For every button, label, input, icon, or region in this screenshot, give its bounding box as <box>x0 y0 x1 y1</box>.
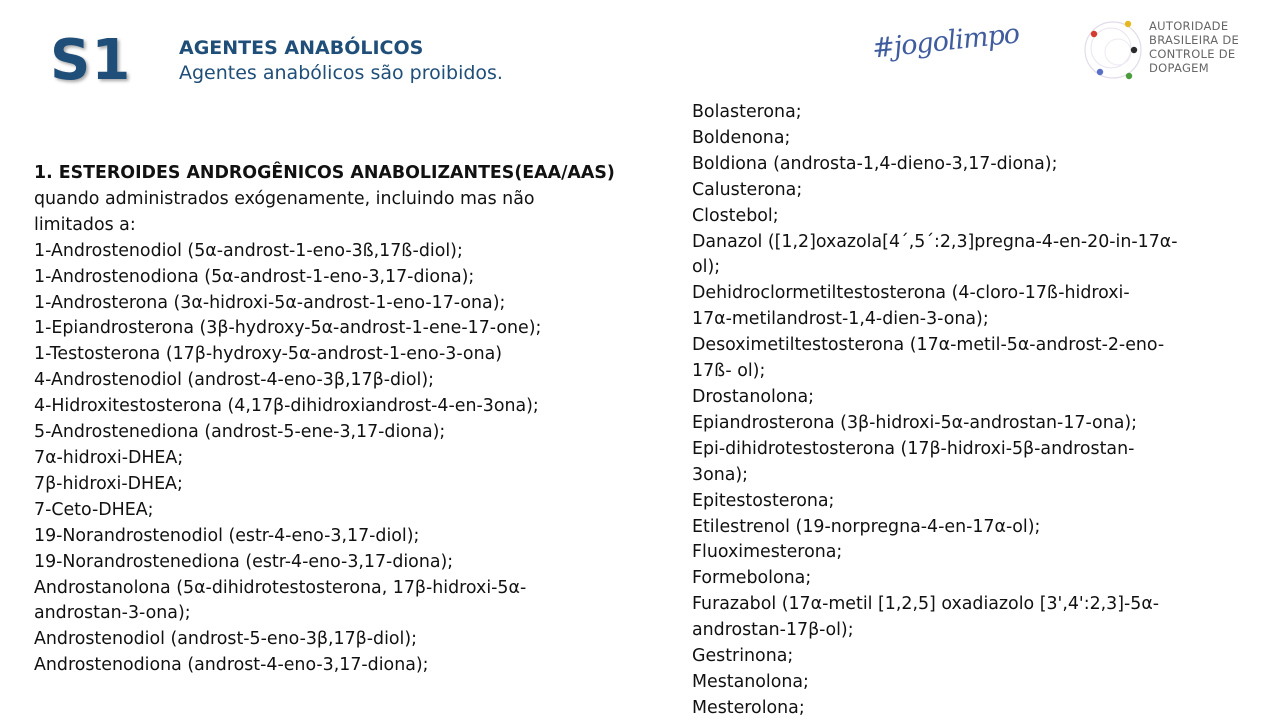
org-name-line: DOPAGEM <box>1149 61 1209 75</box>
list-item: Dehidroclormetiltestosterona (4-cloro-17ß-hidroxi- <box>692 283 1130 304</box>
list-item: Gestrinona; <box>692 646 794 667</box>
list-item: 1-Epiandrosterona (3β-hydroxy-5α-androst-1-ene-17-one); <box>34 318 542 339</box>
list-item: 19-Norandrostenediona (estr-4-eno-3,17-diona); <box>34 551 454 572</box>
list-item: 4-Androstenodiol (androst-4-eno-3β,17β-diol); <box>34 370 434 391</box>
logo-dot-red <box>1091 31 1097 37</box>
list-item: Mesterolona; <box>692 697 805 718</box>
list-item: Danazol ([1,2]oxazola[4´,5´:2,3]pregna-4-en-20-in-17α- <box>692 231 1178 252</box>
list-item: 7α-hidroxi-DHEA; <box>34 447 184 468</box>
list-item: 1-Androstenodiona (5α-androst-1-eno-3,17-diona); <box>34 266 475 287</box>
list-item: Androstanolona (5α-dihidrotestosterona, 17β-hidroxi-5α- <box>34 577 527 598</box>
list-item: Etilestrenol (19-norpregna-4-en-17α-ol); <box>692 516 1041 537</box>
list-item: Epiandrosterona (3β-hidroxi-5α-androstan-17-ona); <box>692 412 1138 433</box>
org-name <box>1149 19 1239 75</box>
list-item: Mestanolona; <box>692 671 809 692</box>
list-item: 3ona); <box>692 464 749 485</box>
list-item: 4-Hidroxitestosterona (4,17β-dihidroxiandrost-4-en-3ona); <box>34 396 539 417</box>
list-item: Epitestosterona; <box>692 490 835 511</box>
title-block <box>179 36 503 86</box>
page-subtitle: Agentes anabólicos são proibidos. <box>179 62 503 84</box>
list-item: Boldenona; <box>692 127 791 148</box>
hashtag-logo: #jogolimpo <box>870 18 1021 65</box>
section-heading: 1. ESTEROIDES ANDROGÊNICOS ANABOLIZANTES(EAA/AAS) <box>34 163 615 183</box>
logo-dot-yellow <box>1125 21 1131 27</box>
list-item: 1-Androstenodiol (5α-androst-1-eno-3ß,17ß-diol); <box>34 240 463 261</box>
logo-dot-blue <box>1097 69 1103 75</box>
logo-dot-black <box>1131 47 1137 53</box>
left-column <box>34 161 624 679</box>
list-item: Formebolona; <box>692 568 812 589</box>
org-name-line: AUTORIDADE <box>1149 19 1229 33</box>
list-item: 17α-metilandrost-1,4-dien-3-ona); <box>692 309 989 330</box>
logo-dot-green <box>1126 73 1132 79</box>
page-title: AGENTES ANABÓLICOS <box>179 37 424 59</box>
list-item: 7-Ceto-DHEA; <box>34 499 154 520</box>
list-item: Calusterona; <box>692 179 803 200</box>
list-item: Boldiona (androsta-1,4-dieno-3,17-diona); <box>692 153 1058 174</box>
right-column <box>692 100 1252 722</box>
abcd-logo-icon <box>1078 12 1148 84</box>
list-item: 19-Norandrostenodiol (estr-4-eno-3,17-diol); <box>34 525 420 546</box>
list-item: limitados a: <box>34 214 136 235</box>
list-item: Drostanolona; <box>692 386 815 407</box>
list-item: Bolasterona; <box>692 102 802 122</box>
list-item: 5-Androstenediona (androst-5-ene-3,17-diona); <box>34 422 446 443</box>
list-item: 1-Androsterona (3α-hidroxi-5α-androst-1-eno-17-ona); <box>34 292 506 313</box>
list-item: ol); <box>692 257 721 278</box>
list-item: Clostebol; <box>692 205 779 226</box>
org-name-line: CONTROLE DE <box>1149 47 1236 61</box>
right-list <box>692 100 1252 722</box>
list-item: Fluoximesterona; <box>692 542 843 563</box>
list-item: 17ß- ol); <box>692 361 766 382</box>
list-item: 1-Testosterona (17β-hydroxy-5α-androst-1-eno-3-ona) <box>34 344 503 365</box>
list-item: Epi-dihidrotestosterona (17β-hidroxi-5β-androstan- <box>692 438 1135 459</box>
list-item: androstan-3-ona); <box>34 603 191 624</box>
list-item: Furazabol (17α-metil [1,2,5] oxadiazolo [3',4':2,3]-5α- <box>692 594 1160 615</box>
list-item: Androstenodiol (androst-5-eno-3β,17β-diol); <box>34 629 418 650</box>
org-name-line: BRASILEIRA DE <box>1149 33 1240 47</box>
list-item: Androstenodiona (androst-4-eno-3,17-diona); <box>34 655 429 676</box>
list-item: quando administrados exógenamente, incluindo mas não <box>34 188 535 209</box>
left-list <box>34 187 624 679</box>
section-code: S1 <box>50 28 132 93</box>
list-item: 7β-hidroxi-DHEA; <box>34 473 183 494</box>
list-item: Desoximetiltestosterona (17α-metil-5α-androst-2-eno- <box>692 335 1165 356</box>
list-item: androstan-17β-ol); <box>692 620 854 641</box>
